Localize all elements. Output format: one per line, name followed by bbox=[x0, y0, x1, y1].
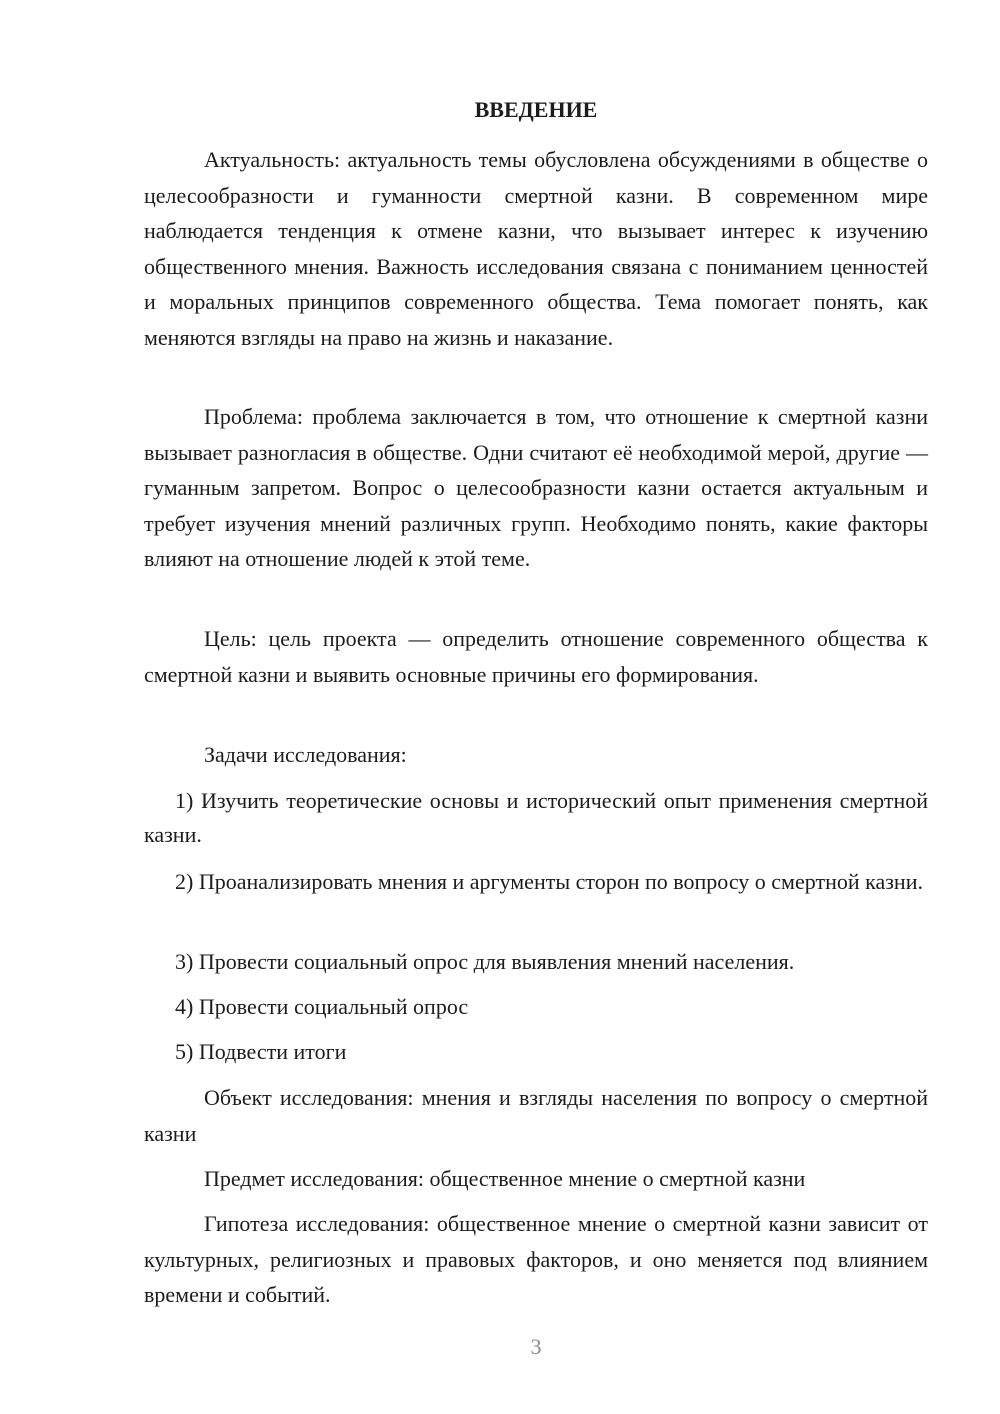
paragraph-goal: Цель: цель проекта — определить отношение современного общества к смертной казни и выявить основные причины его формирования. bbox=[144, 626, 928, 687]
task-item-5: 5) Подвести итоги bbox=[175, 1039, 347, 1064]
task-item-3: 3) Провести социальный опрос для выявления мнений населения. bbox=[175, 949, 795, 974]
paragraph-problem: Проблема: проблема заключается в том, что отношение к смертной казни вызывает разногласия в обществе. Одни считают её необходимой мерой, другие — гуманным запретом. Вопрос о целесообразности казни остается актуальным и требует изучения мнений различных групп. Необходимо понять, какие факторы влияют на отношение людей к этой теме. bbox=[144, 404, 928, 571]
task-item-1: 1) Изучить теоретические основы и исторический опыт применения смертной казни. bbox=[144, 788, 928, 847]
tasks-heading: Задачи исследования: bbox=[204, 742, 407, 767]
page-number: 3 bbox=[530, 1334, 542, 1359]
paragraph-subject: Предмет исследования: общественное мнение о смертной казни bbox=[204, 1166, 806, 1191]
paragraph-object: Объект исследования: мнения и взгляды населения по вопросу о смертной казни bbox=[144, 1085, 928, 1146]
task-item-4: 4) Провести социальный опрос bbox=[175, 994, 469, 1019]
task-item-2: 2) Проанализировать мнения и аргументы сторон по вопросу о смертной казни. bbox=[175, 869, 923, 894]
paragraph-hypothesis: Гипотеза исследования: общественное мнение о смертной казни зависит от культурных, религиозных и правовых факторов, и оно меняется под влиянием времени и событий. bbox=[144, 1211, 928, 1307]
paragraph-relevance: Актуальность: актуальность темы обусловлена обсуждениями в обществе о целесообразности и гуманности смертной казни. В современном мире наблюдается тенденция к отмене казни, что вызывает интерес к изучению общественного мнения. Важность исследования связана с пониманием ценностей и моральных принципов современного общества. Тема помогает понять, как меняются взгляды на право на жизнь и наказание. bbox=[144, 147, 928, 350]
section-heading: ВВЕДЕНИЕ bbox=[474, 97, 598, 122]
